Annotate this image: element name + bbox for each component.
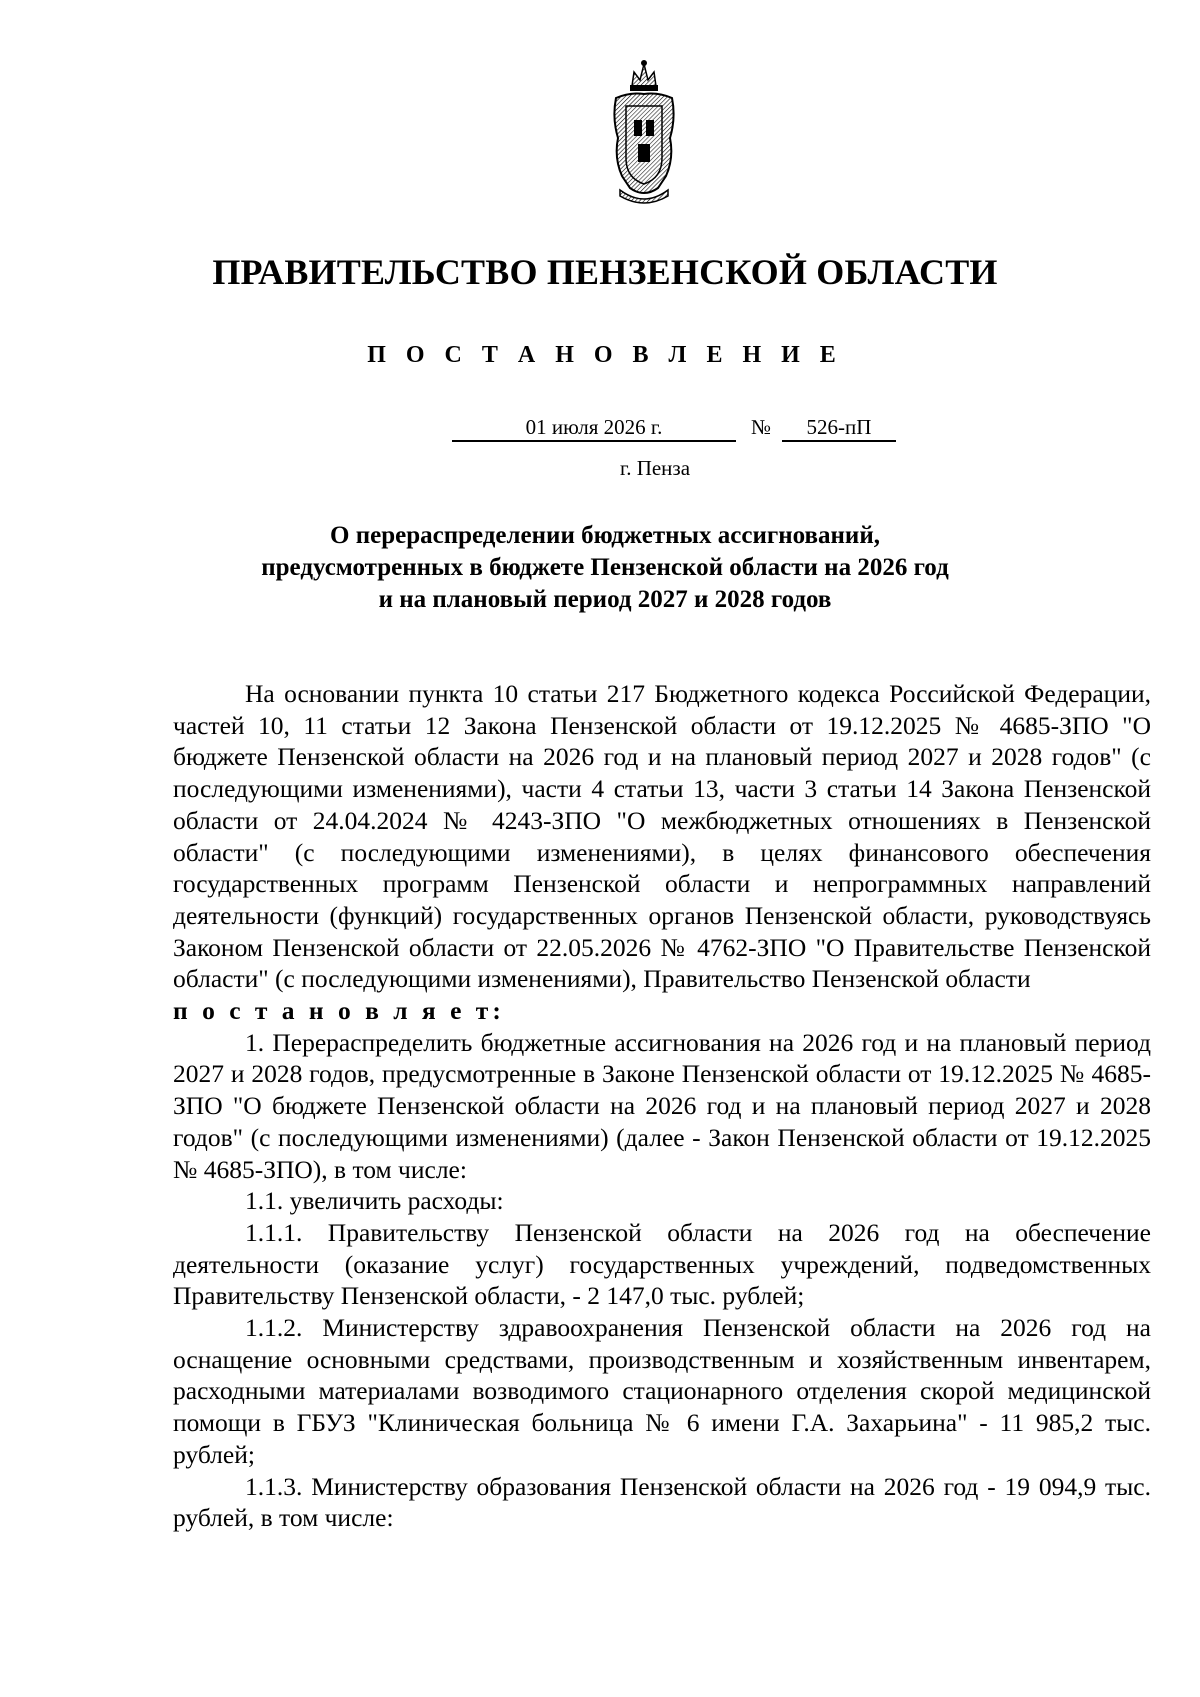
resolves-word: п о с т а н о в л я е т:	[173, 996, 505, 1026]
document-body	[173, 678, 1151, 1534]
number-sign: №	[750, 415, 772, 439]
document-type: П О С Т А Н О В Л Е Н И Е	[367, 342, 843, 368]
resolves-paragraph	[173, 995, 1151, 1027]
clause-paragraph: 1.1. увеличить расходы:	[245, 1186, 504, 1216]
clause-paragraph: 1.1.2. Министерству здравоохранения Пензенской области на 2026 год на оснащение основными средствами, производственным и хозяйственным инвентарем, расходными материалами возводимого стационарного отделения скорой медицинской помощи в ГБУЗ "Клиническая больница № 6 имени Г.А. Захарьина" - 11 985,2 тыс. рублей;	[173, 1313, 1151, 1469]
document-date: 01 июля 2026 г.	[452, 414, 736, 442]
subject-line: предусмотренных в бюджете Пензенской области на 2026 год	[261, 554, 949, 581]
document-number: 526-пП	[782, 414, 896, 442]
document-place: г. Пенза	[619, 456, 691, 480]
document-subject	[0, 520, 1200, 616]
clause-paragraph: 1.1.1. Правительству Пензенской области на 2026 год на обеспечение деятельности (оказание услуг) государственных учреждений, подведомственных Правительству Пензенской области, - 2 147,0 тыс. рублей;	[173, 1217, 1151, 1311]
preamble-paragraph: На основании пункта 10 статьи 217 Бюджетного кодекса Российской Федерации, частей 10, 11 статьи 12 Закона Пензенской области от 19.12.2025 № 4685-ЗПО "О бюджете Пензенской области на 2026 год и на плановый период 2027 и 2028 годов" (с последующими изменениями), части 4 статьи 13, части 3 статьи 14 Закона Пензенской области от 24.04.2024 № 4243-ЗПО "О межбюджетных отношениях в Пензенской области" (с последующими изменениями), в целях финансового обеспечения государственных программ Пензенской области и непрограммных направлений деятельности (функций) государственных органов Пензенской области, руководствуясь Законом Пензенской области от 22.05.2026 № 4762-ЗПО "О Правительстве Пензенской области" (с последующими изменениями), Правительство Пензенской области	[173, 679, 1151, 994]
subject-line: и на плановый период 2027 и 2028 годов	[378, 586, 832, 613]
clause-paragraph: 1.1.3. Министерству образования Пензенской области на 2026 год - 19 094,9 тыс. рублей, в том числе:	[173, 1471, 1151, 1533]
clause-paragraph: 1. Перераспределить бюджетные ассигнования на 2026 год и на плановый период 2027 и 2028 годов, предусмотренные в Законе Пензенской области от 19.12.2025 № 4685-ЗПО "О бюджете Пензенской области на 2026 год и на плановый период 2027 и 2028 годов" (с последующими изменениями) (далее - Закон Пензенской области от 19.12.2025 № 4685-ЗПО), в том числе:	[173, 1027, 1151, 1184]
coat-of-arms-emblem	[604, 58, 684, 208]
subject-line: О перераспределении бюджетных ассигнований,	[330, 522, 880, 549]
government-title: ПРАВИТЕЛЬСТВО ПЕНЗЕНСКОЙ ОБЛАСТИ	[212, 252, 998, 292]
